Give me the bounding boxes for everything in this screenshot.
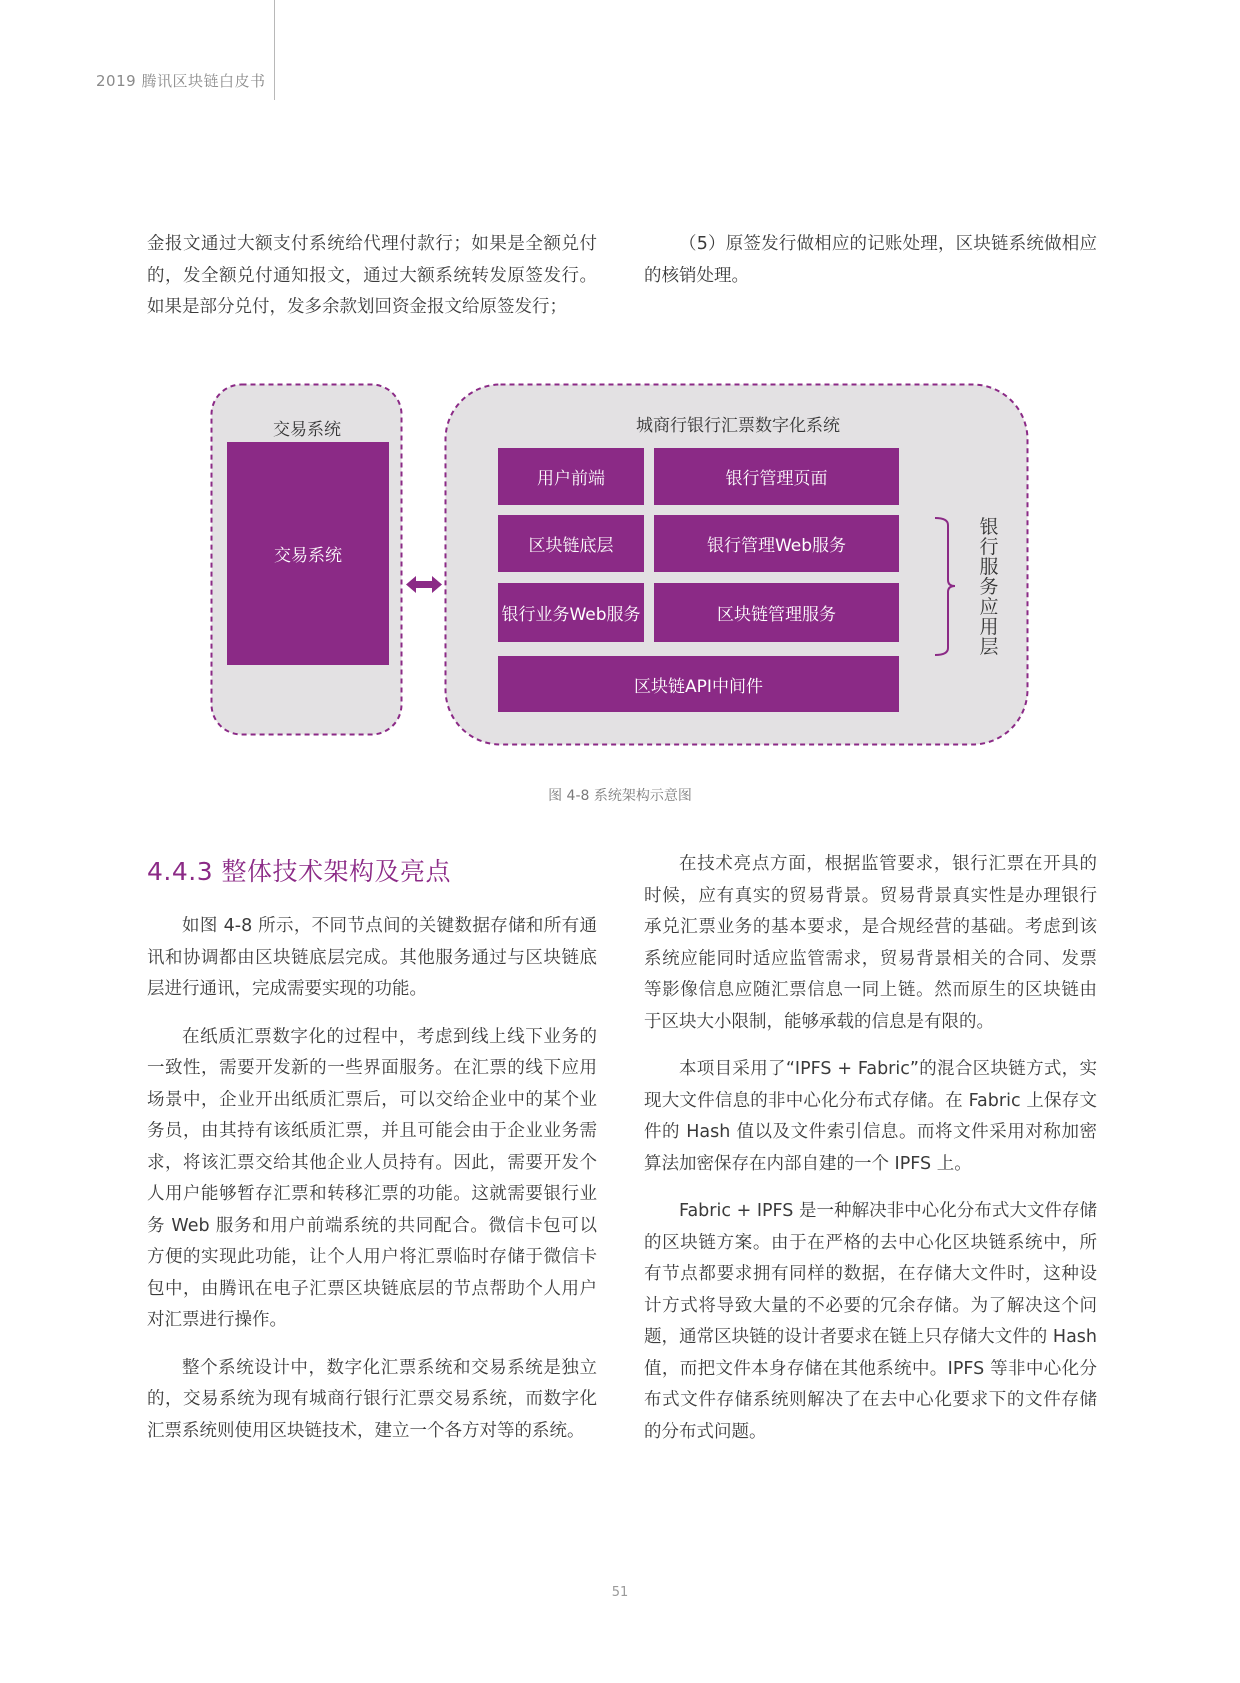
page-number: 51: [611, 1585, 629, 1600]
bank-service-layer-label: 银行服务应用层: [979, 516, 999, 658]
paragraph: Fabric + IPFS 是一种解决非中心化分布式大文件存储的区块链方案。由于在严格的去中心化区块链系统中，所有节点都要求拥有同样的数据，在存储大文件时，这种设计方式将导致大量的不必要的冗余存储。为了解决这个问题，通常区块链的设计者要求在链上只存储大文件的 Hash 值，而把文件本身存储在其他系统中。IPFS 等非中心化分布式文件存储系统则解决了在去中心化要求下的文件存储的分布式问题。: [644, 1201, 1097, 1442]
paragraph: 本项目采用了“IPFS + Fabric”的混合区块链方式，实现大文件信息的非中心化分布式存储。在 Fabric 上保存文件的 Hash 值以及文件索引信息。而将文件采用对称加密算法加密保存在内部自建的一个 IPFS 上。: [644, 1059, 1097, 1174]
paragraph: 金报文通过大额支付系统给代理付款行；如果是全额兑付的，发全额兑付通知报文，通过大额系统转发原签发行。如果是部分兑付，发多余款划回资金报文给原签发行；: [147, 234, 597, 317]
paragraph: 如图 4-8 所示，不同节点间的关键数据存储和所有通讯和协调都由区块链底层完成。其他服务通过与区块链底层进行通讯，完成需要实现的功能。: [147, 916, 597, 999]
architecture-diagram: [210, 383, 1030, 748]
right-column: [644, 849, 1097, 1448]
right-panel-title: 城商行银行汇票数字化系统: [636, 416, 840, 436]
blockchain-management-service-box: 区块链管理服务: [654, 583, 899, 642]
bank-management-web-service-box: 银行管理Web服务: [654, 515, 899, 572]
left-panel-title: 交易系统: [273, 420, 341, 440]
header-divider: [274, 0, 275, 100]
blockchain-base-layer-box: 区块链底层: [498, 515, 644, 572]
section-heading: 4.4.3 整体技术架构及亮点: [147, 857, 452, 886]
blockchain-api-middleware-box: 区块链API中间件: [498, 656, 899, 712]
bank-business-web-service-box: 银行业务Web服务: [498, 583, 644, 642]
paragraph: 整个系统设计中，数字化汇票系统和交易系统是独立的，交易系统为现有城商行银行汇票交易系统，而数字化汇票系统则使用区块链技术，建立一个各方对等的系统。: [147, 1357, 597, 1441]
left-column: [147, 911, 597, 1447]
top-left-column: [147, 229, 597, 324]
running-header: 2019 腾讯区块链白皮书: [96, 72, 266, 90]
paragraph: （5）原签发行做相应的记账处理，区块链系统做相应的核销处理。: [644, 234, 1097, 286]
top-right-column: [644, 229, 1097, 292]
bidirectional-arrow: [406, 576, 442, 593]
paragraph: 在技术亮点方面，根据监管要求，银行汇票在开具的时候，应有真实的贸易背景。贸易背景真实性是办理银行承兑汇票业务的基本要求，是合规经营的基础。考虑到该系统应能同时适应监管需求，贸易背景相关的合同、发票等影像信息应随汇票信息一同上链。然而原生的区块链由于区块大小限制，能够承载的信息是有限的。: [644, 854, 1097, 1032]
bank-management-page-box: 银行管理页面: [654, 448, 899, 505]
paragraph: 在纸质汇票数字化的过程中，考虑到线上线下业务的一致性，需要开发新的一些界面服务。在汇票的线下应用场景中，企业开出纸质汇票后，可以交给企业中的某个业务员，由其持有该纸质汇票，并且可能会由于企业业务需求，将该汇票交给其他企业人员持有。因此，需要开发个人用户能够暂存汇票和转移汇票的功能。这就需要银行业务 Web 服务和用户前端系统的共同配合。微信卡包可以方便的实现此功能，让个人用户将汇票临时存储于微信卡包中，由腾讯在电子汇票区块链底层的节点帮助个人用户对汇票进行操作。: [147, 1026, 597, 1330]
user-frontend-box: 用户前端: [498, 448, 644, 505]
figure-caption: 图 4-8 系统架构示意图: [548, 788, 692, 804]
trading-system-box: 交易系统: [227, 442, 389, 665]
